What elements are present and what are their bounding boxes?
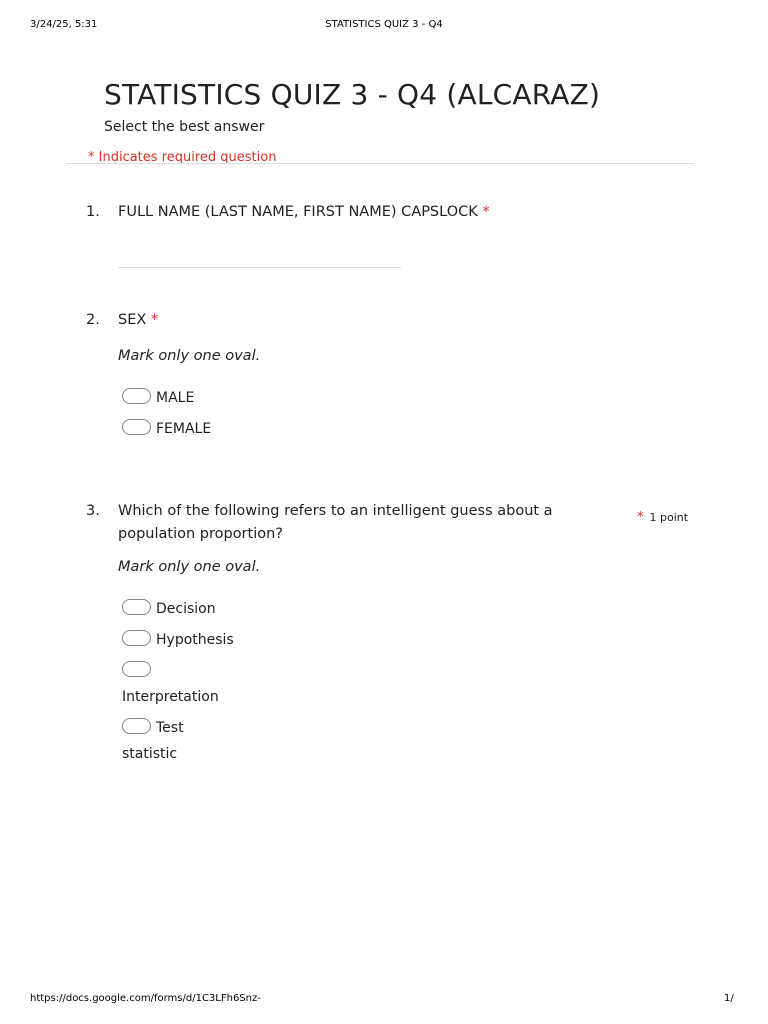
radio-oval-hypothesis[interactable] xyxy=(122,630,151,646)
option-label-female: FEMALE xyxy=(156,421,212,437)
radio-oval-test-statistic[interactable] xyxy=(122,718,151,734)
required-question-note: * Indicates required question xyxy=(88,150,277,165)
option-label-test: Test xyxy=(156,720,184,736)
radio-oval-male[interactable] xyxy=(122,388,151,404)
question-text-label: SEX xyxy=(118,312,147,328)
question-text-label: FULL NAME (LAST NAME, FIRST NAME) CAPSLOCK xyxy=(118,204,478,220)
question-points xyxy=(637,510,688,525)
question-text xyxy=(118,500,553,546)
question-number: 3. xyxy=(86,503,100,519)
mark-one-oval-hint: Mark only one oval. xyxy=(118,348,261,364)
question-number: 1. xyxy=(86,204,100,220)
question-text xyxy=(118,201,490,224)
option-label-decision: Decision xyxy=(156,601,216,617)
header-divider xyxy=(66,163,694,164)
form-description: Select the best answer xyxy=(104,119,265,135)
full-name-answer-field[interactable] xyxy=(118,267,401,268)
option-label-male: MALE xyxy=(156,390,195,406)
print-header-title: STATISTICS QUIZ 3 - Q4 xyxy=(325,19,443,30)
print-footer-url: https://docs.google.com/forms/d/1C3LFh6Snz- xyxy=(30,993,261,1004)
required-asterisk: * xyxy=(482,204,490,220)
option-label-statistic: statistic xyxy=(122,746,178,762)
question-number: 2. xyxy=(86,312,100,328)
required-asterisk: * xyxy=(637,510,644,525)
radio-oval-interpretation[interactable] xyxy=(122,661,151,677)
radio-oval-female[interactable] xyxy=(122,419,151,435)
mark-one-oval-hint: Mark only one oval. xyxy=(118,559,261,575)
question-text-line-2: population proportion? xyxy=(118,526,283,542)
question-text xyxy=(118,309,158,332)
points-value: 1 point xyxy=(649,511,689,524)
required-asterisk: * xyxy=(150,312,159,328)
form-title: STATISTICS QUIZ 3 - Q4 (ALCARAZ) xyxy=(104,78,601,111)
print-header-date: 3/24/25, 5:31 xyxy=(30,19,98,30)
option-label-interpretation: Interpretation xyxy=(122,689,219,705)
radio-oval-decision[interactable] xyxy=(122,599,151,615)
question-text-line-1: Which of the following refers to an intelligent guess about a xyxy=(118,503,553,519)
option-label-hypothesis: Hypothesis xyxy=(156,632,234,648)
print-footer-page-number: 1/ xyxy=(724,993,734,1004)
